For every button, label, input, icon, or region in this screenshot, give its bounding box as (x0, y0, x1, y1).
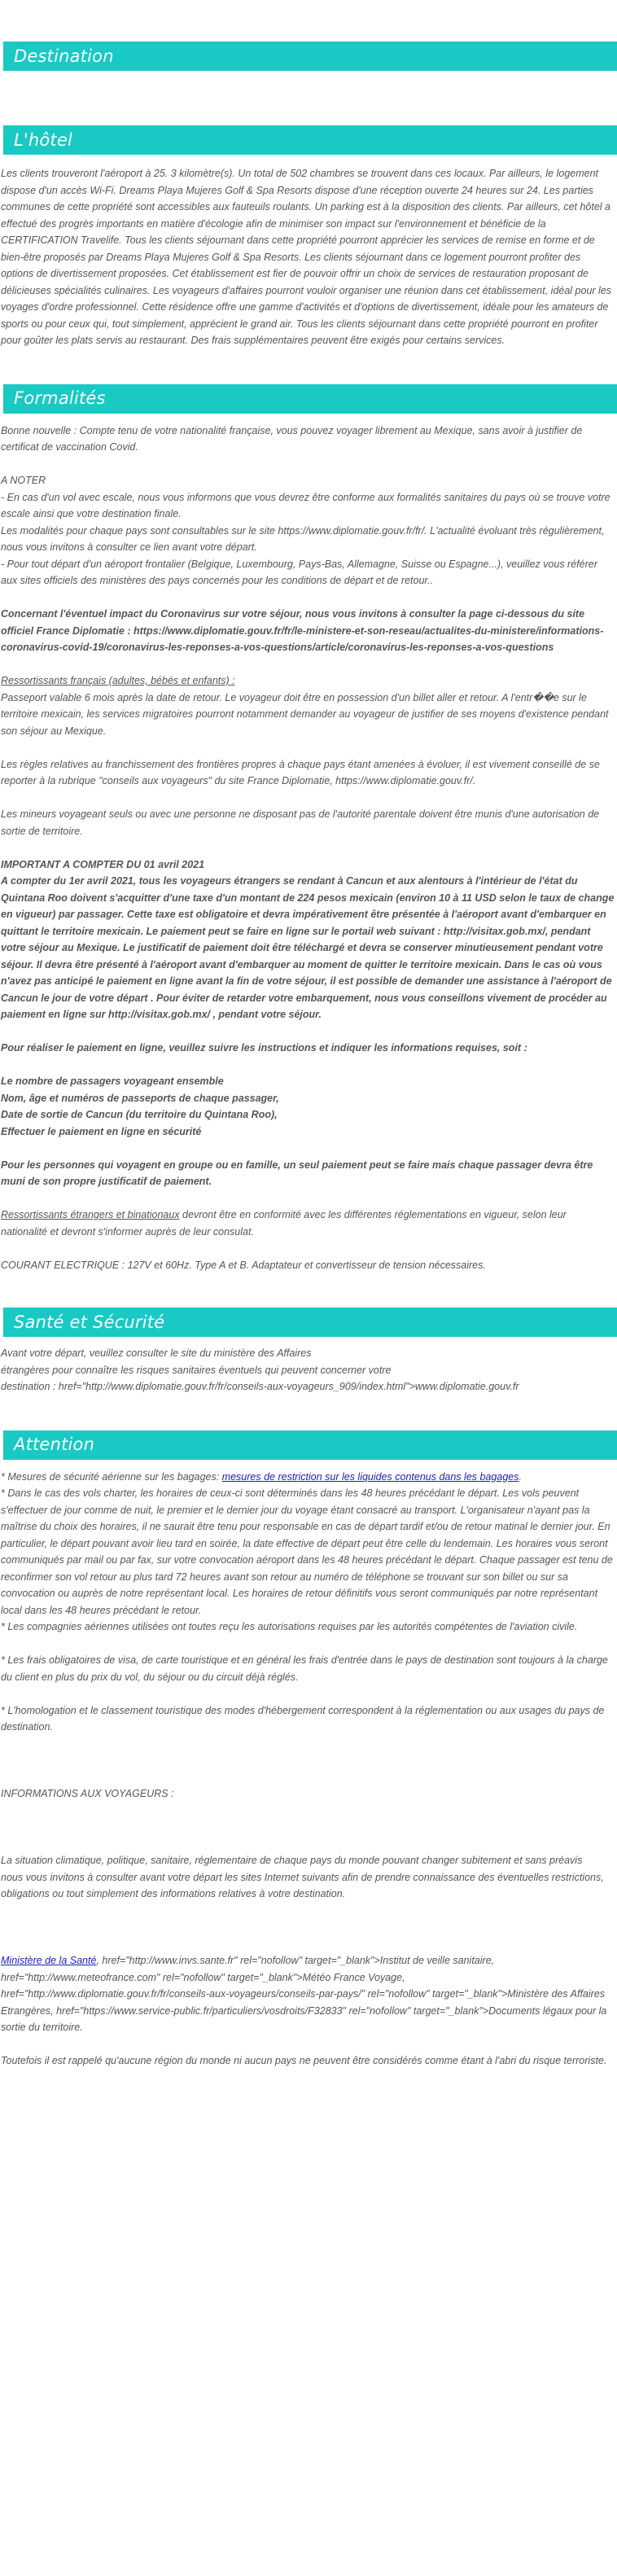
section-header-sante (0, 1308, 617, 1337)
payment-step: Le nombre de passagers voyageant ensemble (1, 1076, 224, 1087)
border-rules: Les règles relatives au franchissement des frontières propres à chaque pays étant amenées à évoluer, il est vivement conseillé de se reporter à la rubrique "conseils aux voyageurs" du site France Diplomatie, https://www.diplomatie.gouv.fr/. (1, 758, 600, 786)
section-title: Attention (14, 1435, 95, 1455)
fees-note: * Les frais obligatoires de visa, de carte touristique et en général les frais d'entrée dans le pays de destination sont toujours à la charge du client en plus du prix du vol, du séjour ou du circuit déjà réglés. (1, 1654, 608, 1683)
liquids-restriction-link[interactable]: mesures de restriction sur les liquides contenus dans les bagages (221, 1470, 519, 1483)
sante-content (0, 1345, 617, 1395)
nationality-note: Bonne nouvelle : Compte tenu de votre nationalité française, vous pouvez voyager librement au Mexique, sans avoir à justifier de certificat de vaccination Covid. (1, 424, 583, 453)
situation-line: La situation climatique, politique, sanitaire, réglementaire de chaque pays du monde pouvant changer subitement et sans préavis (1, 1855, 583, 1866)
section-title: Destination (14, 46, 114, 66)
baggage-measures (1, 1469, 615, 1486)
travelers-info-title: INFORMATIONS AUX VOYAGEURS : (1, 1788, 174, 1799)
a-noter-line: - Pour tout départ d'un aéroport frontalier (Belgique, Luxembourg, Pays-Bas, Allemagne, Suisse ou Espagne...), veuillez vous référer aux sites officiels des ministères des pays concernés pour les conditions de départ et de retour.. (1, 558, 597, 586)
section-header-destination (0, 42, 617, 71)
health-line: destination : href="http://www.diplomatie.gouv.fr/fr/conseils-aux-voyageurs_909/index.html">www.diplomatie.gouv.fr (1, 1381, 519, 1392)
section-title: Formalités (14, 388, 106, 409)
section-header-attention (0, 1430, 617, 1460)
important-title: IMPORTANT A COMPTER DU 01 avril 2021 (1, 858, 205, 870)
charter-flights-note: * Dans le cas des vols charter, les horaires de ceux-ci sont déterminés dans les 48 heures précédant le départ. Les vols peuvent s'effectuer de jour comme de nuit, le premier et le dernier jour du voyage étant consacré au transport. L'organisateur n'ayant pas la maîtrise du choix des horaires, il ne saurait être tenu pour responsable en cas de départ tardif et/ou de retour matinal le dernier jour. En particulier, le départ pouvant avoir lieu tard en soirée, la date effective de départ peut être celle du lendemain. Les horaires vous seront communiqués par mail ou par fax, sur votre convocation aéroport dans les 48 heures précédant le départ. Chaque passager est tenu de reconfirmer son vol retour au plus tard 72 heures avant son retour au numéro de téléphone se trouvant sur son billet ou sur sa convocation ou auprès de notre représentant local. Les horaires de retour définitifs vous seront communiqués par notre représentant local dans les 48 heures précédant le retour. (1, 1487, 613, 1616)
payment-step: Date de sortie de Cancun (du territoire du Quintana Roo), (1, 1109, 278, 1120)
baggage-measures-text: * Mesures de sécurité aérienne sur les bagages: (1, 1470, 222, 1483)
health-line: étrangères pour connaître les risques sanitaires éventuels qui peuvent concerner votre (1, 1364, 392, 1376)
baggage-measures-end: . (519, 1470, 522, 1483)
foreign-nationals-label: Ressortissants étrangers et binationaux (1, 1209, 180, 1220)
a-noter-line: Les modalités pour chaque pays sont consultables sur le site https://www.diplomatie.gouv.fr/fr/. L'actualité évoluant très régulièrement, nous vous invitons à consulter ce lien avant votre départ. (1, 524, 605, 553)
section-header-hotel (0, 125, 617, 155)
attention-content (0, 1469, 617, 2070)
section-title: L'hôtel (14, 129, 73, 150)
foreign-nationals-text: devront être en conformité avec les différentes réglementations en vigueur, selon leur nationalité et devront s'informer auprès de leur consulat. (1, 1209, 567, 1238)
passport-requirements: Passeport valable 6 mois après la date de retour. Le voyageur doit être en possession d'un billet aller et retour. A l'entr��e sur le territoire mexicain, les services migratoires pourront notamment demander au voyageur de justifier de ses moyens d'existence pendant son séjour au Mexique. (1, 691, 609, 737)
homologation-note: * L'homologation et le classement touristique des modes d'hébergement correspondent à la réglementation ou aux usages du pays de destination. (1, 1704, 605, 1733)
situation-line: nous vous invitons à consulter avant votre départ les sites Internet suivants afin de prendre connaissance des éventuelles restrictions, obligations ou tout simplement des informations relatives à votre destination. (1, 1871, 604, 1899)
covid-notice: Concernant l'éventuel impact du Coronavirus sur votre séjour, nous vous invitons à consulter la page ci-dessous du site officiel France Diplomatie : https://www.diplomatie.gouv.fr/fr/le-ministere-et-son-reseau/actualites-du-ministere/informations-coronavirus-covid-19/coronavirus-les-reponses-a-vos-questions/article/coronavirus-les-reponses-a-vos-questions (1, 608, 604, 653)
section-title: Santé et Sécurité (14, 1312, 165, 1332)
important-body: A compter du 1er avril 2021, tous les voyageurs étrangers se rendant à Cancun et aux alentours à l'intérieur de l'état du Quintana Roo doivent s'acquitter d'une taxe d'un montant de 224 pesos mexicain (environ 10 à 11 USD selon le taux de change en vigueur) par passager. Cette taxe est obligatoire et devra impérativement être présentée à l'aéroport avant d'embarquer en quittant le territoire mexicain. Le paiement peut se faire en ligne sur le portail web suivant : http://visitax.gob.mx/, pendant votre séjour au Mexique. Le justificatif de paiement doit être téléchargé et devra se conserver minutieusement pendant votre séjour. Il devra être présenté à l'aéroport avant d'embarquer au moment de quitter le territoire mexicain. Dans le cas où vous n'avez pas anticipé le paiement en ligne avant la fin de votre séjour, il est possible de demander une assistance à l'aéroport de Cancun le jour de votre départ . Pour éviter de retarder votre embarquement, nous vous conseillons vivement de procéder au paiement en ligne sur http://visitax.gob.mx/ , pendant votre séjour. (1, 875, 615, 1020)
foreign-nationals-note (1, 1207, 615, 1240)
useful-links (1, 1952, 615, 2036)
ressortissants-title: Ressortissants français (adultes, bébés et enfants) : (1, 675, 235, 686)
hotel-content (0, 165, 617, 349)
a-noter-title: A NOTER (1, 475, 46, 486)
electric-current: COURANT ELECTRIQUE : 127V et 60Hz. Type A et B. Adaptateur et convertisseur de tension nécessaires. (1, 1259, 486, 1271)
ministere-sante-link[interactable]: Ministère de la Santé (1, 1955, 97, 1966)
group-payment-note: Pour les personnes qui voyagent en groupe ou en famille, un seul paiement peut se faire mais chaque passager devra être muni de son propre justificatif de paiement. (1, 1159, 593, 1187)
a-noter-line: - En cas d'un vol avec escale, nous vous informons que vous devrez être conforme aux formalités sanitaires du pays où se trouve votre escale ainsi que votre destination finale. (1, 491, 610, 519)
payment-step: Nom, âge et numéros de passeports de chaque passager, (1, 1092, 279, 1104)
hotel-description: Les clients trouveront l'aéroport à 25. 3 kilomètre(s). Un total de 502 chambres se trouvent dans ces locaux. Par ailleurs, le logement dispose d'un accès Wi-Fi. Dreams Playa Mujeres Golf & Spa Resorts dispose d'une réception ouverte 24 heures sur 24. Les parties communes de cette propriété sont accessibles aux fauteuils roulants. Un parking est à la disposition des clients. Par ailleurs, cet hôtel a effectué des progrès importants en matière d'écologie afin de minimiser son impact sur l'environnement et bénéficie de la CERTIFICATION Travelife. Tous les clients séjournant dans cette propriété pourront apprécier les services de remise en forme et de bien-être proposés par Dreams Playa Mujeres Golf & Spa Resorts. Les clients séjournant dans ce logement pourront profiter des options de divertissement proposées. Cet établissement est fier de pouvoir offrir un choix de services de restauration proposant de délicieuses spécialités culinaires. Les voyageurs d'affaires pourront vouloir organiser une réunion dans cet établissement, idéal pour les voyages d'ordre professionnel. Cette résidence offre une gamme d'activités et d'options de divertissement, idéale pour les amateurs de sports ou pour ceux qui, tout simplement, apprécient le grand air. Tous les clients séjournant dans cette propriété pourront en profiter pour goûter les plats servis au restaurant. Des frais supplémentaires peuvent être exigés pour certains services. (1, 168, 612, 346)
health-line: Avant votre départ, veuillez consulter le site du ministère des Affaires (1, 1347, 312, 1359)
section-header-formalites (0, 384, 617, 414)
minors-note: Les mineurs voyageant seuls ou avec une personne ne disposant pas de l'autorité parentale doivent être munis d'une autorisation de sortie de territoire. (1, 808, 600, 837)
payment-step: Effectuer le paiement en ligne en sécurité (1, 1125, 202, 1137)
useful-links-text: , href="http://www.invs.sante.fr" rel="nofollow" target="_blank">Institut de veille sanitaire, href="http://www.meteofrance.com" rel="nofollow" target="_blank">Météo France Voyage, href="http://www.diplomatie.gouv.fr/fr/conseils-aux-voyageurs/conseils-par-pays/" rel="nofollow" target="_blank">Ministère des Affaires Etrangères, href="https://www.service-public.fr/particuliers/vosdroits/F32833" rel="nofollow" target="_blank">Documents légaux pour la sortie du territoire. (1, 1955, 607, 2033)
payment-intro: Pour réaliser le paiement en ligne, veuillez suivre les instructions et indiquer les informations requises, soit : (1, 1042, 527, 1054)
formalites-content (0, 423, 617, 1274)
airlines-note: * Les compagnies aériennes utilisées ont toutes reçu les autorisations requises par les autorités compétentes de l'aviation civile. (1, 1621, 578, 1632)
terrorism-note: Toutefois il est rappelé qu'aucune région du monde ni aucun pays ne peuvent être considérés comme étant à l'abri du risque terroriste. (1, 2055, 607, 2066)
